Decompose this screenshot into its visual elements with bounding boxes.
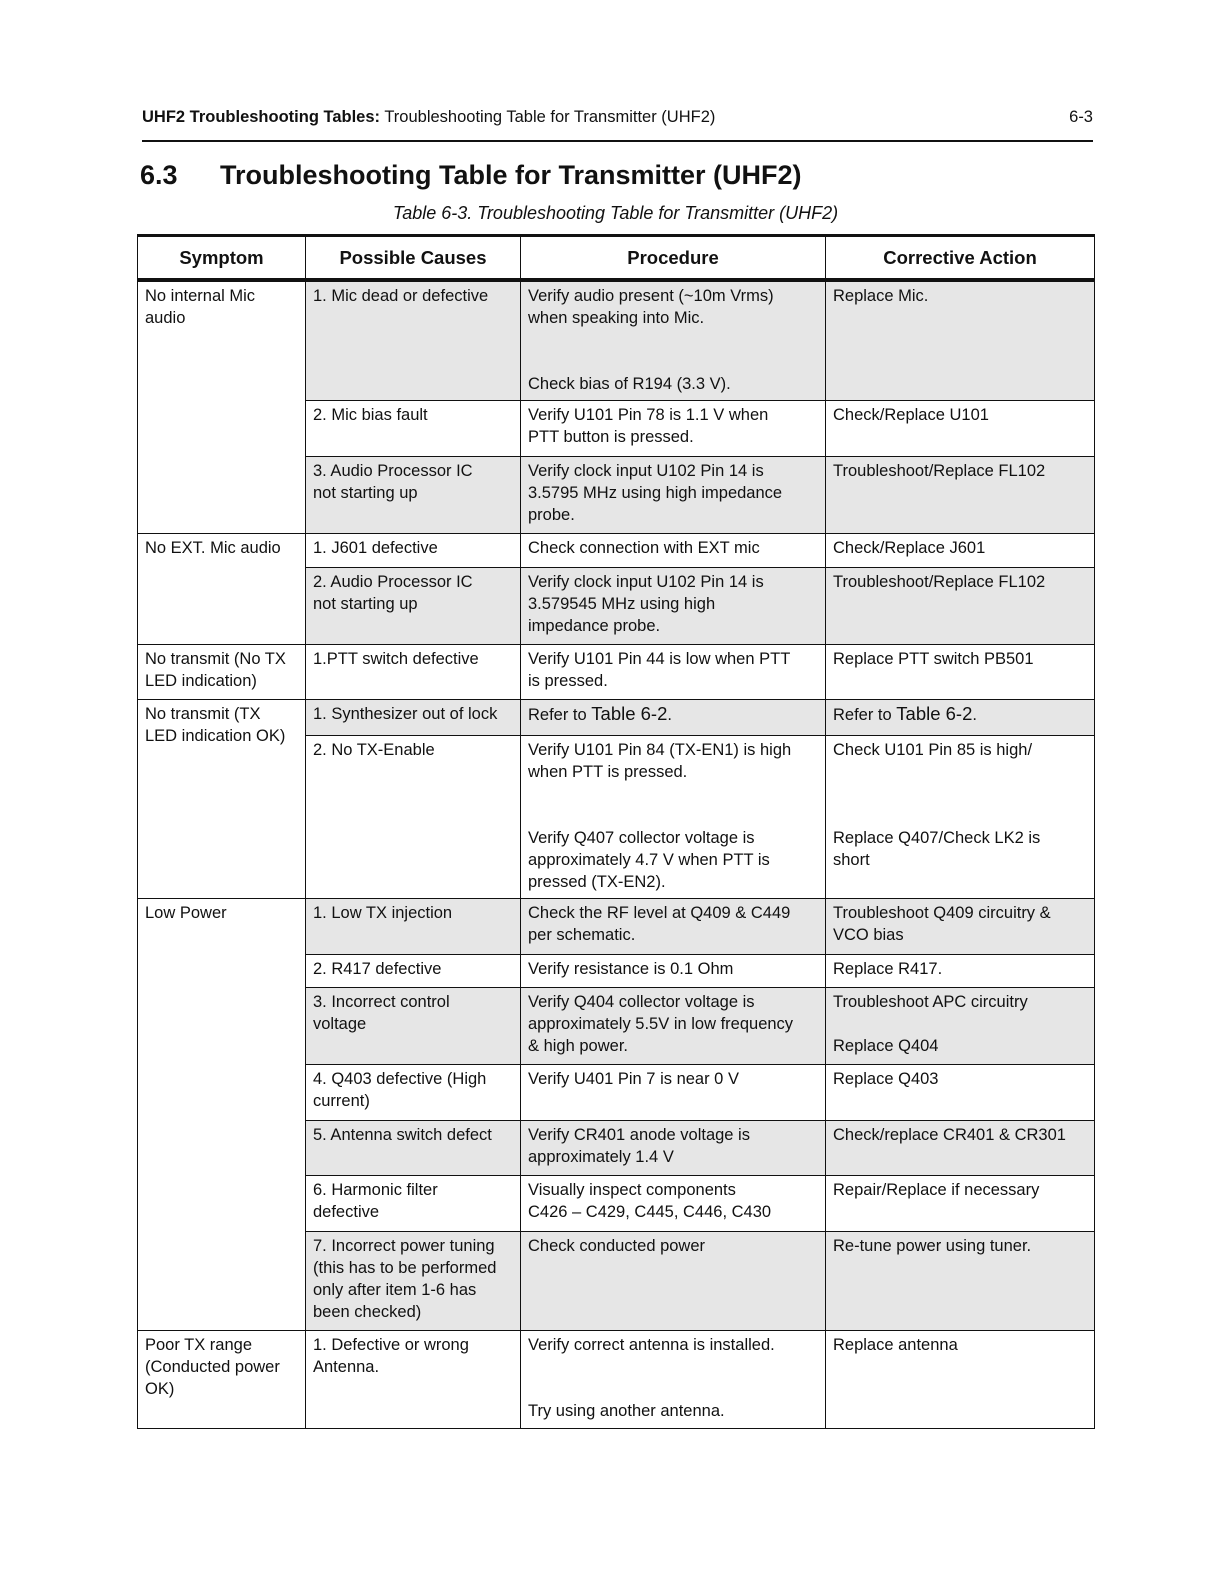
action-cell: Replace Q403 xyxy=(826,1064,1095,1120)
cause-cell: 1. J601 defective xyxy=(306,533,521,567)
action-cell: Replace PTT switch PB501 xyxy=(826,644,1095,699)
table-header-row xyxy=(138,236,1095,281)
table-row xyxy=(138,898,1095,954)
cause-cell: 4. Q403 defective (High current) xyxy=(306,1064,521,1120)
procedure-cell: Verify resistance is 0.1 Ohm xyxy=(521,954,826,987)
action-cell: Troubleshoot APC circuitry Replace Q404 xyxy=(826,987,1095,1064)
procedure-cell: Verify U101 Pin 84 (TX-EN1) is high when PTT is pressed. Verify Q407 collector voltage is approximately 4.7 V when PTT is pressed (TX-EN2). xyxy=(521,735,826,898)
procedure-cell: Verify audio present (~10m Vrms) when speaking into Mic. Check bias of R194 (3.3 V). xyxy=(521,280,826,400)
action-cell: Replace R417. xyxy=(826,954,1095,987)
symptom-cell: Low Power xyxy=(138,898,306,1330)
action-cell: Replace antenna xyxy=(826,1330,1095,1428)
running-header xyxy=(142,108,1093,127)
cause-cell: 7. Incorrect power tuning (this has to be performed only after item 1-6 has been checked) xyxy=(306,1231,521,1330)
section-heading: Troubleshooting Table for Transmitter (UHF2) xyxy=(220,160,802,190)
cause-cell: 2. R417 defective xyxy=(306,954,521,987)
table-row xyxy=(138,533,1095,567)
cause-cell: 1. Defective or wrong Antenna. xyxy=(306,1330,521,1428)
cause-cell: 5. Antenna switch defect xyxy=(306,1120,521,1175)
header-procedure: Procedure xyxy=(521,236,826,281)
procedure-cell: Visually inspect components C426 – C429, C445, C446, C430 xyxy=(521,1175,826,1231)
action-cell: Check/Replace U101 xyxy=(826,400,1095,456)
procedure-cell: Refer to Table 6-2. xyxy=(521,699,826,735)
symptom-cell: No transmit (TX LED indication OK) xyxy=(138,699,306,898)
table-row xyxy=(138,1330,1095,1428)
action-cell: Refer to Table 6-2. xyxy=(826,699,1095,735)
cause-cell: 6. Harmonic filter defective xyxy=(306,1175,521,1231)
action-cell: Replace Mic. xyxy=(826,280,1095,400)
cause-cell: 3. Audio Processor IC not starting up xyxy=(306,456,521,533)
procedure-cell: Verify CR401 anode voltage is approximately 1.4 V xyxy=(521,1120,826,1175)
procedure-cell: Check the RF level at Q409 & C449 per schematic. xyxy=(521,898,826,954)
cause-cell: 2. No TX-Enable xyxy=(306,735,521,898)
procedure-cell: Check conducted power xyxy=(521,1231,826,1330)
troubleshooting-table xyxy=(137,234,1095,1429)
table-row xyxy=(138,280,1095,400)
procedure-cell: Verify Q404 collector voltage is approximately 5.5V in low frequency & high power. xyxy=(521,987,826,1064)
cause-cell: 3. Incorrect control voltage xyxy=(306,987,521,1064)
table-reference-link[interactable]: Table 6-2 xyxy=(896,702,973,724)
procedure-cell: Verify clock input U102 Pin 14 is 3.5795 MHz using high impedance probe. xyxy=(521,456,826,533)
procedure-cell: Verify U101 Pin 78 is 1.1 V when PTT button is pressed. xyxy=(521,400,826,456)
symptom-cell: No internal Mic audio xyxy=(138,280,306,533)
header-corrective-action: Corrective Action xyxy=(826,236,1095,281)
cause-cell: 2. Audio Processor IC not starting up xyxy=(306,567,521,644)
symptom-cell: No EXT. Mic audio xyxy=(138,533,306,644)
procedure-cell: Check connection with EXT mic xyxy=(521,533,826,567)
procedure-cell: Verify U101 Pin 44 is low when PTT is pressed. xyxy=(521,644,826,699)
section-number: 6.3 xyxy=(140,160,178,190)
page-number: 6-3 xyxy=(1069,108,1093,126)
action-cell: Check U101 Pin 85 is high/ Replace Q407/Check LK2 is short xyxy=(826,735,1095,898)
procedure-cell: Verify clock input U102 Pin 14 is 3.579545 MHz using high impedance probe. xyxy=(521,567,826,644)
symptom-cell: No transmit (No TX LED indication) xyxy=(138,644,306,699)
cause-cell: 2. Mic bias fault xyxy=(306,400,521,456)
cause-cell: 1. Low TX injection xyxy=(306,898,521,954)
table-reference-link[interactable]: Table 6-2 xyxy=(591,702,668,724)
action-cell: Re-tune power using tuner. xyxy=(826,1231,1095,1330)
action-cell: Troubleshoot/Replace FL102 xyxy=(826,567,1095,644)
symptom-cell: Poor TX range (Conducted power OK) xyxy=(138,1330,306,1428)
header-rule xyxy=(142,140,1093,142)
header-symptom: Symptom xyxy=(138,236,306,281)
action-cell: Repair/Replace if necessary xyxy=(826,1175,1095,1231)
header-possible-causes: Possible Causes xyxy=(306,236,521,281)
action-cell: Troubleshoot Q409 circuitry & VCO bias xyxy=(826,898,1095,954)
cause-cell: 1. Synthesizer out of lock xyxy=(306,699,521,735)
action-cell: Troubleshoot/Replace FL102 xyxy=(826,456,1095,533)
action-cell: Check/replace CR401 & CR301 xyxy=(826,1120,1095,1175)
section-title xyxy=(140,160,802,191)
procedure-cell: Verify correct antenna is installed. Try using another antenna. xyxy=(521,1330,826,1428)
action-cell: Check/Replace J601 xyxy=(826,533,1095,567)
table-row xyxy=(138,644,1095,699)
table-row xyxy=(138,699,1095,735)
running-header-title: UHF2 Troubleshooting Tables: Troubleshooting Table for Transmitter (UHF2) xyxy=(142,108,716,126)
cause-cell: 1. Mic dead or defective xyxy=(306,280,521,400)
procedure-cell: Verify U401 Pin 7 is near 0 V xyxy=(521,1064,826,1120)
table-caption: Table 6-3. Troubleshooting Table for Transmitter (UHF2) xyxy=(392,203,839,223)
cause-cell: 1.PTT switch defective xyxy=(306,644,521,699)
